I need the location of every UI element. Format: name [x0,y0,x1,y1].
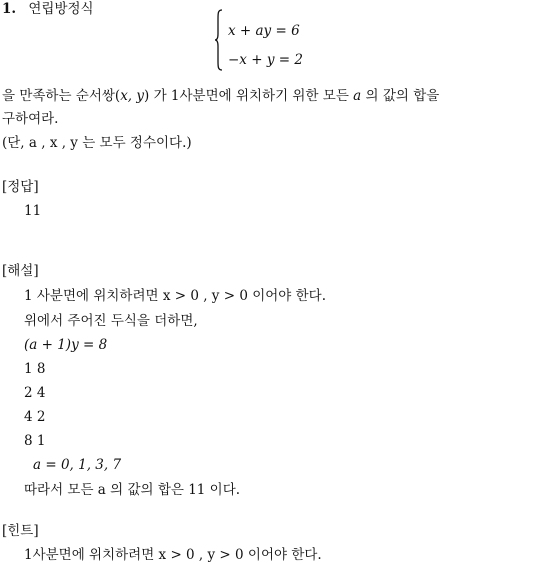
explanation-line1: 1 사분면에 위치하려면 x > 0 , y > 0 이어야 한다. [24,288,326,304]
answer-value: 11 [24,203,42,219]
problem-number: 1. [2,1,17,17]
problem-header [2,0,94,18]
problem-text-line2: 구하여라. [2,111,59,127]
equation-2: −x + y = 2 [228,52,303,68]
explanation-pair: 4 2 [24,409,46,425]
explanation-conclusion: 따라서 모든 a 의 값의 합은 11 이다. [24,482,241,498]
answer-header: [정답] [2,179,39,195]
hint-line1: 1사분면에 위치하려면 x > 0 , y > 0 이어야 한다. [24,547,322,563]
problem-text-line1: 을 만족하는 순서쌍(x, y) 가 1사분면에 위치하기 위한 모든 a 의 값의 합을 [2,88,440,104]
problem-condition: (단, a , x , y 는 모두 정수이다.) [2,135,192,151]
equation-1: x + ay = 6 [228,23,300,39]
equation-brace [214,9,223,71]
explanation-line2: 위에서 주어진 두식을 더하면, [24,313,198,329]
explanation-pair: 8 1 [24,433,46,449]
problem-title: 연립방정식 [28,1,94,17]
hint-header: [힌트] [2,523,39,539]
explanation-a-values: a = 0, 1, 3, 7 [33,457,122,473]
explanation-header: [해설] [2,263,39,279]
explanation-equation: (a + 1)y = 8 [24,337,108,353]
explanation-pair: 1 8 [24,361,46,377]
explanation-pair: 2 4 [24,385,46,401]
